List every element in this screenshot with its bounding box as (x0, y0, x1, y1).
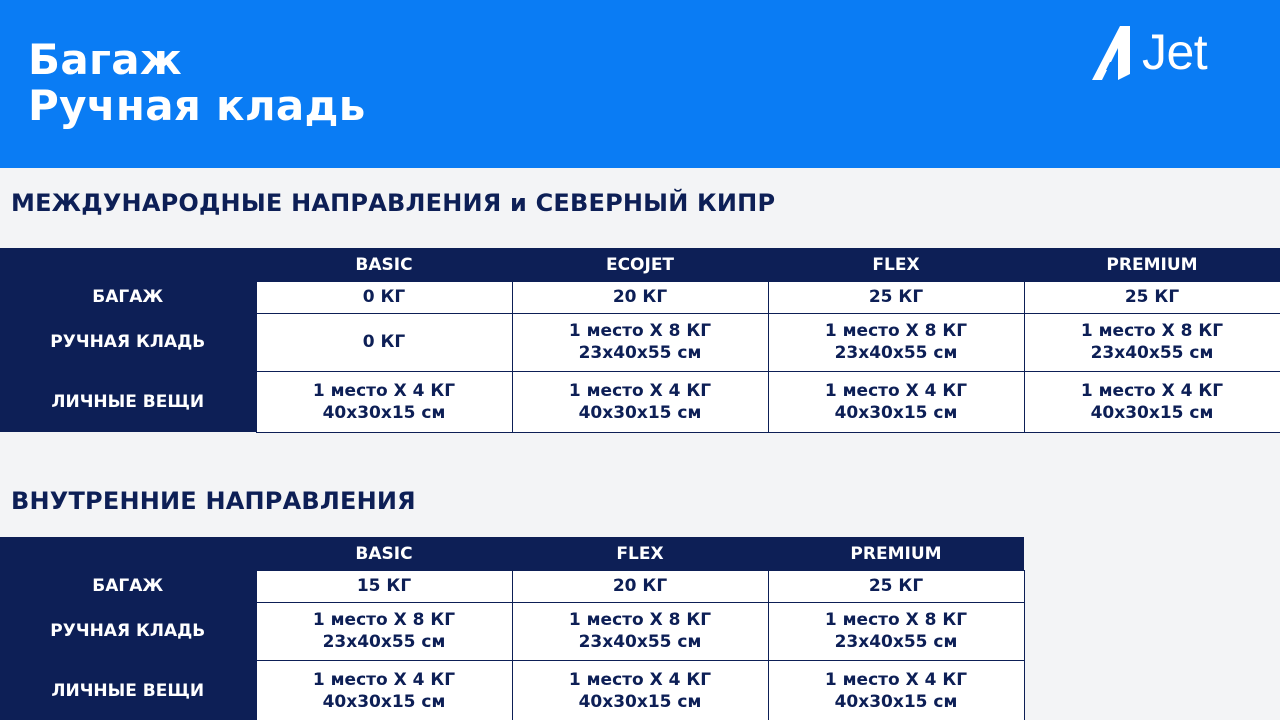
table-header-row (0, 248, 1280, 281)
cell-line: 1 место Х 8 КГ (824, 610, 968, 630)
cell-line: 23х40х55 см (834, 632, 958, 652)
table-cell (768, 313, 1024, 371)
column-header-flex: FLEX (512, 537, 768, 570)
page-subtitle: Ручная кладь (28, 81, 366, 130)
cell-line: 1 место Х 8 КГ (568, 610, 712, 630)
cell-line: 1 место Х 4 КГ (312, 380, 456, 401)
cell-line: 20 КГ (612, 287, 668, 307)
table-cell (256, 570, 512, 602)
section-title-domestic: ВНУТРЕННИЕ НАПРАВЛЕНИЯ (11, 487, 416, 515)
table-cell (768, 281, 1024, 313)
table-cell (512, 313, 768, 371)
cell-line: 40х30х15 см (834, 691, 958, 712)
table-cell (512, 371, 768, 432)
cell-line: 25 КГ (868, 287, 924, 307)
international-baggage-table (0, 248, 1280, 433)
table-row (0, 602, 1024, 660)
table-corner (0, 537, 256, 570)
cell-line: 40х30х15 см (1090, 402, 1214, 423)
table-cell (512, 602, 768, 660)
column-header-ecojet: ECOJET (512, 248, 768, 281)
cell-line: 1 место Х 4 КГ (824, 669, 968, 690)
cell-line: 1 место Х 8 КГ (1080, 321, 1224, 341)
page-title: Багаж (28, 35, 182, 84)
cell-line: 23х40х55 см (834, 343, 958, 363)
table-corner (0, 248, 256, 281)
cell-line: 40х30х15 см (834, 402, 958, 423)
column-header-premium: PREMIUM (768, 537, 1024, 570)
cell-line: 25 КГ (1124, 287, 1180, 307)
table-cell (1024, 371, 1280, 432)
table-cell (1024, 281, 1280, 313)
table-cell (256, 660, 512, 720)
table-cell (512, 281, 768, 313)
row-label: БАГАЖ (0, 570, 256, 602)
cell-line: 23х40х55 см (578, 343, 702, 363)
cell-line: 23х40х55 см (322, 632, 446, 652)
row-label: РУЧНАЯ КЛАДЬ (0, 313, 256, 371)
cell-line: 1 место Х 4 КГ (568, 380, 712, 401)
table-cell (768, 570, 1024, 602)
cell-line: 1 место Х 4 КГ (1080, 380, 1224, 401)
column-header-flex: FLEX (768, 248, 1024, 281)
cell-line: 20 КГ (612, 576, 668, 596)
cell-line: 1 место Х 8 КГ (824, 321, 968, 341)
cell-line: 23х40х55 см (1090, 343, 1214, 363)
cell-line: 15 КГ (356, 576, 412, 596)
table-row (0, 660, 1024, 720)
cell-line: 40х30х15 см (322, 691, 446, 712)
column-header-premium: PREMIUM (1024, 248, 1280, 281)
row-label: ЛИЧНЫЕ ВЕЩИ (0, 371, 256, 432)
cell-line: 40х30х15 см (322, 402, 446, 423)
table-row (0, 371, 1280, 432)
cell-line: 25 КГ (868, 576, 924, 596)
table-row (0, 570, 1024, 602)
logo-a-icon (1090, 22, 1142, 82)
cell-line: 1 место Х 8 КГ (312, 610, 456, 630)
column-header-basic: BASIC (256, 537, 512, 570)
cell-line: 40х30х15 см (578, 402, 702, 423)
table-cell (768, 371, 1024, 432)
cell-line: 0 КГ (362, 287, 406, 307)
cell-line: 1 место Х 4 КГ (568, 669, 712, 690)
cell-line: 1 место Х 4 КГ (312, 669, 456, 690)
cell-line: 40х30х15 см (578, 691, 702, 712)
cell-line: 0 КГ (362, 332, 406, 352)
table-row (0, 313, 1280, 371)
ajet-logo (1090, 18, 1260, 84)
table-cell (768, 660, 1024, 720)
row-label: ЛИЧНЫЕ ВЕЩИ (0, 660, 256, 720)
column-header-basic: BASIC (256, 248, 512, 281)
cell-line: 1 место Х 8 КГ (568, 321, 712, 341)
section-title-international: МЕЖДУНАРОДНЫЕ НАПРАВЛЕНИЯ и СЕВЕРНЫЙ КИПР (11, 189, 776, 217)
logo-text: Jet (1142, 24, 1208, 80)
table-cell (768, 602, 1024, 660)
table-cell (512, 570, 768, 602)
domestic-baggage-table (0, 537, 1025, 720)
table-cell (1024, 313, 1280, 371)
table-cell (256, 313, 512, 371)
table-row (0, 281, 1280, 313)
table-cell (256, 281, 512, 313)
table-cell (256, 371, 512, 432)
table-cell (256, 602, 512, 660)
row-label: БАГАЖ (0, 281, 256, 313)
header-banner (0, 0, 1280, 168)
cell-line: 23х40х55 см (578, 632, 702, 652)
cell-line: 1 место Х 4 КГ (824, 380, 968, 401)
table-cell (512, 660, 768, 720)
table-header-row (0, 537, 1024, 570)
row-label: РУЧНАЯ КЛАДЬ (0, 602, 256, 660)
